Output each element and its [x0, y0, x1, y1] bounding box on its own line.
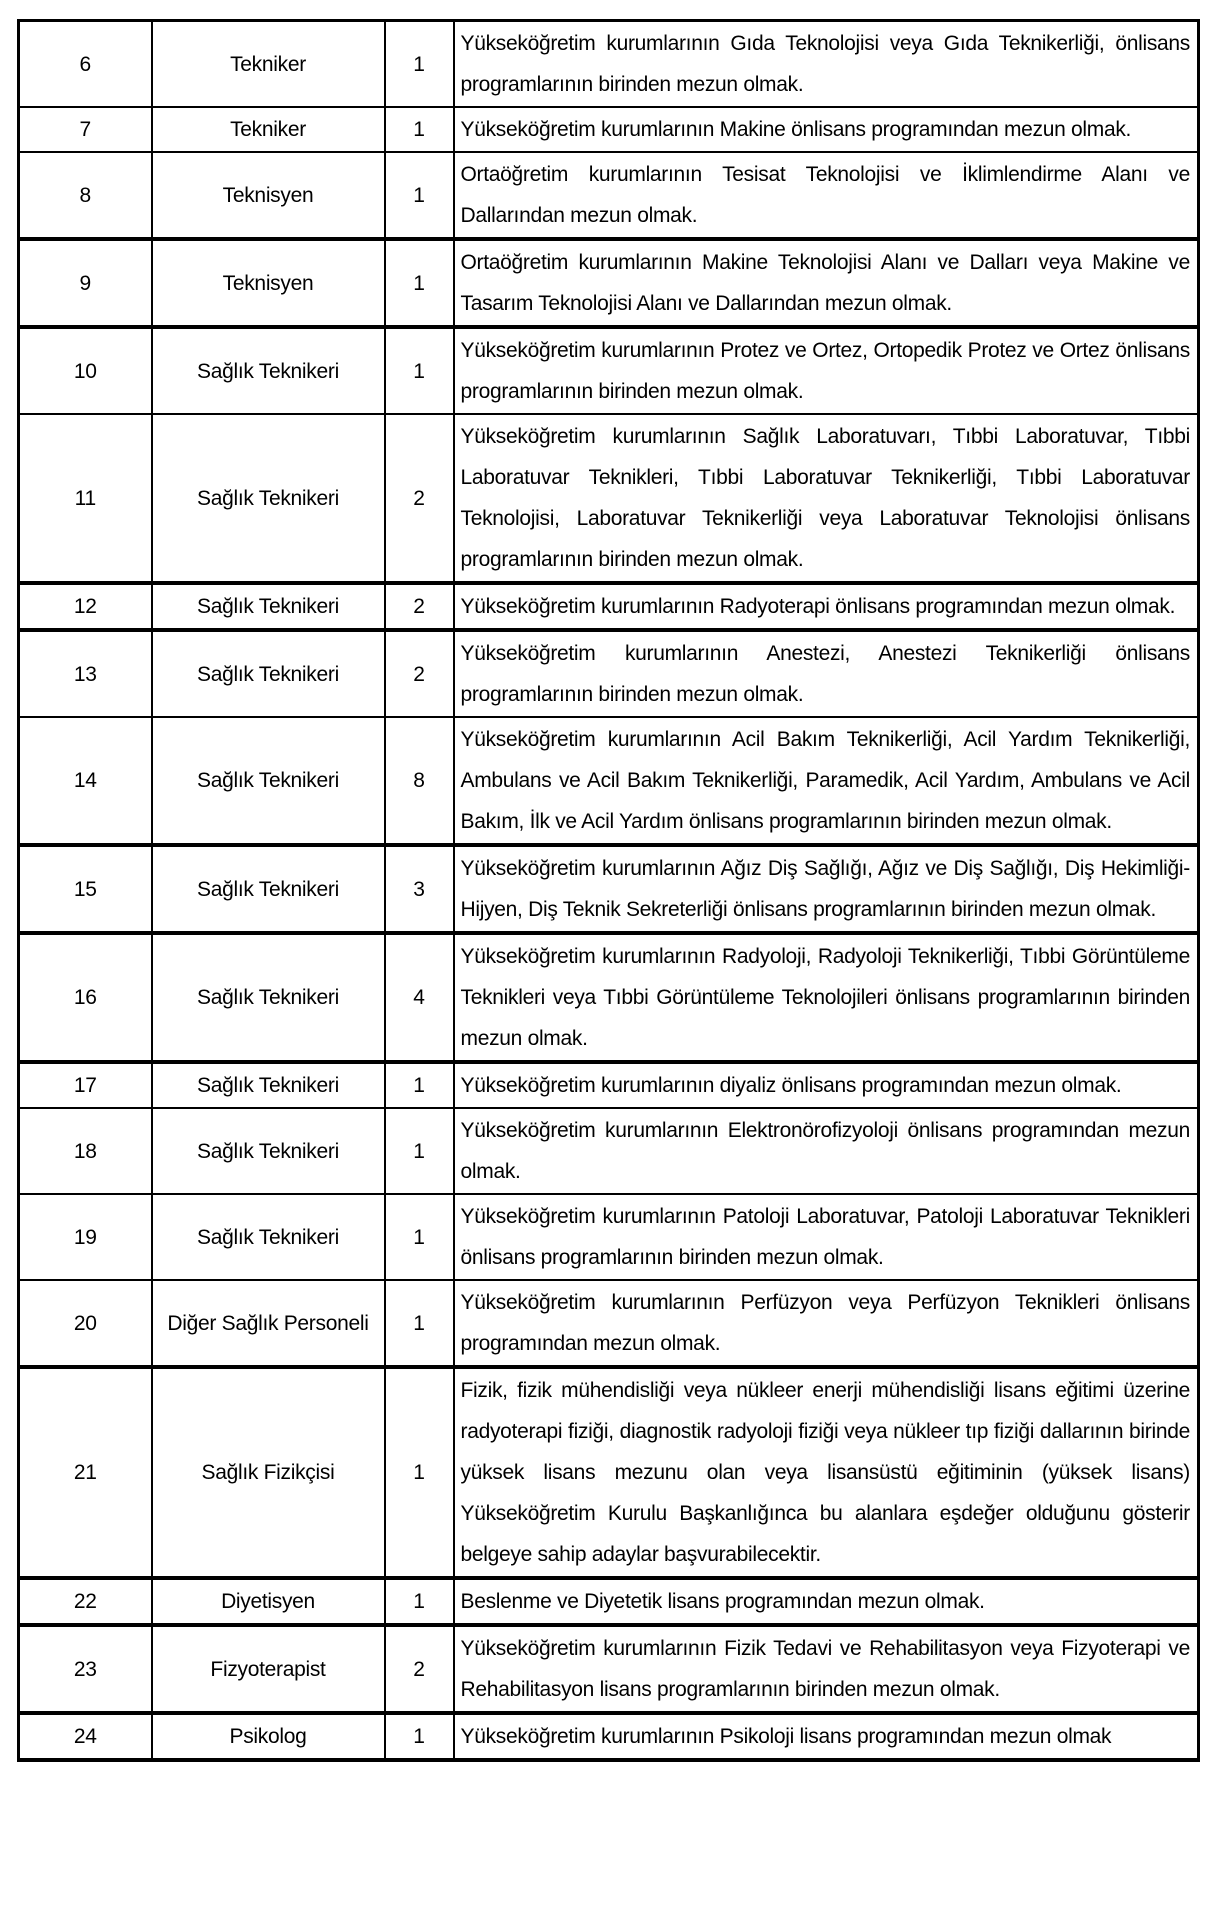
table-row	[19, 845, 1199, 933]
row-number-cell: 22	[19, 1578, 152, 1625]
table-row	[19, 1713, 1199, 1760]
row-number-cell: 17	[19, 1062, 152, 1108]
position-title-cell: Tekniker	[152, 107, 385, 152]
position-title-cell: Sağlık Teknikeri	[152, 717, 385, 845]
position-title-cell: Sağlık Teknikeri	[152, 1108, 385, 1194]
row-number-cell: 9	[19, 239, 152, 327]
table-row	[19, 1108, 1199, 1194]
position-count-cell: 1	[385, 239, 454, 327]
position-count-cell: 1	[385, 1194, 454, 1280]
row-number-cell: 16	[19, 933, 152, 1062]
row-number-cell: 7	[19, 107, 152, 152]
qualification-cell: Yükseköğretim kurumlarının Anestezi, Anestezi Teknikerliği önlisans programlarının birinden mezun olmak.	[454, 630, 1199, 717]
position-title-cell: Tekniker	[152, 21, 385, 108]
qualification-cell: Yükseköğretim kurumlarının Protez ve Ortez, Ortopedik Protez ve Ortez önlisans programlarının birinden mezun olmak.	[454, 327, 1199, 414]
table-row	[19, 21, 1199, 108]
qualification-cell: Beslenme ve Diyetetik lisans programından mezun olmak.	[454, 1578, 1199, 1625]
row-number-cell: 11	[19, 414, 152, 583]
row-number-cell: 20	[19, 1280, 152, 1367]
positions-table	[17, 19, 1200, 1762]
position-title-cell: Sağlık Teknikeri	[152, 1194, 385, 1280]
position-title-cell: Sağlık Fizikçisi	[152, 1367, 385, 1578]
row-number-cell: 24	[19, 1713, 152, 1760]
position-count-cell: 2	[385, 1625, 454, 1713]
position-title-cell: Sağlık Teknikeri	[152, 414, 385, 583]
row-number-cell: 14	[19, 717, 152, 845]
position-title-cell: Psikolog	[152, 1713, 385, 1760]
table-row	[19, 107, 1199, 152]
qualification-cell: Ortaöğretim kurumlarının Makine Teknolojisi Alanı ve Dalları veya Makine ve Tasarım Teknolojisi Alanı ve Dallarından mezun olmak.	[454, 239, 1199, 327]
position-count-cell: 1	[385, 1062, 454, 1108]
row-number-cell: 6	[19, 21, 152, 108]
table-row	[19, 933, 1199, 1062]
position-title-cell: Diğer Sağlık Personeli	[152, 1280, 385, 1367]
position-count-cell: 1	[385, 1367, 454, 1578]
table-row	[19, 1194, 1199, 1280]
position-title-cell: Fizyoterapist	[152, 1625, 385, 1713]
table-row	[19, 1578, 1199, 1625]
table-row	[19, 630, 1199, 717]
table-row	[19, 327, 1199, 414]
row-number-cell: 19	[19, 1194, 152, 1280]
position-title-cell: Sağlık Teknikeri	[152, 845, 385, 933]
position-title-cell: Sağlık Teknikeri	[152, 933, 385, 1062]
qualification-cell: Yükseköğretim kurumlarının Perfüzyon veya Perfüzyon Teknikleri önlisans programından mezun olmak.	[454, 1280, 1199, 1367]
qualification-cell: Yükseköğretim kurumlarının Radyoloji, Radyoloji Teknikerliği, Tıbbi Görüntüleme Teknikleri veya Tıbbi Görüntüleme Teknolojileri önlisans programlarının birinden mezun olmak.	[454, 933, 1199, 1062]
position-count-cell: 1	[385, 1280, 454, 1367]
row-number-cell: 23	[19, 1625, 152, 1713]
position-title-cell: Teknisyen	[152, 152, 385, 239]
row-number-cell: 8	[19, 152, 152, 239]
table-row	[19, 239, 1199, 327]
qualification-cell: Fizik, fizik mühendisliği veya nükleer enerji mühendisliği lisans eğitimi üzerine radyoterapi fiziği, diagnostik radyoloji fiziği veya nükleer tıp fiziği dallarının birinde yüksek lisans mezunu olan veya lisansüstü eğitiminin (yüksek lisans) Yükseköğretim Kurulu Başkanlığınca bu alanlara eşdeğer olduğunu gösterir belgeye sahip adaylar başvurabilecektir.	[454, 1367, 1199, 1578]
qualification-cell: Yükseköğretim kurumlarının Sağlık Laboratuvarı, Tıbbi Laboratuvar, Tıbbi Laboratuvar Teknikleri, Tıbbi Laboratuvar Teknikerliği, Tıbbi Laboratuvar Teknolojisi, Laboratuvar Teknikerliği veya Laboratuvar Teknolojisi önlisans programlarının birinden mezun olmak.	[454, 414, 1199, 583]
position-count-cell: 2	[385, 414, 454, 583]
qualification-cell: Yükseköğretim kurumlarının Gıda Teknolojisi veya Gıda Teknikerliği, önlisans programlarının birinden mezun olmak.	[454, 21, 1199, 108]
qualification-cell: Yükseköğretim kurumlarının Patoloji Laboratuvar, Patoloji Laboratuvar Teknikleri önlisans programlarının birinden mezun olmak.	[454, 1194, 1199, 1280]
row-number-cell: 10	[19, 327, 152, 414]
table-row	[19, 152, 1199, 239]
table-row	[19, 1625, 1199, 1713]
row-number-cell: 21	[19, 1367, 152, 1578]
position-count-cell: 1	[385, 327, 454, 414]
qualification-cell: Yükseköğretim kurumlarının Radyoterapi önlisans programından mezun olmak.	[454, 583, 1199, 630]
position-count-cell: 2	[385, 583, 454, 630]
position-title-cell: Teknisyen	[152, 239, 385, 327]
position-count-cell: 2	[385, 630, 454, 717]
position-title-cell: Diyetisyen	[152, 1578, 385, 1625]
position-title-cell: Sağlık Teknikeri	[152, 583, 385, 630]
qualification-cell: Yükseköğretim kurumlarının Ağız Diş Sağlığı, Ağız ve Diş Sağlığı, Diş Hekimliği-Hijyen, Diş Teknik Sekreterliği önlisans programlarının birinden mezun olmak.	[454, 845, 1199, 933]
row-number-cell: 18	[19, 1108, 152, 1194]
qualification-cell: Yükseköğretim kurumlarının diyaliz önlisans programından mezun olmak.	[454, 1062, 1199, 1108]
table-row	[19, 583, 1199, 630]
position-count-cell: 1	[385, 107, 454, 152]
position-count-cell: 8	[385, 717, 454, 845]
row-number-cell: 15	[19, 845, 152, 933]
position-count-cell: 4	[385, 933, 454, 1062]
row-number-cell: 12	[19, 583, 152, 630]
qualification-cell: Ortaöğretim kurumlarının Tesisat Teknolojisi ve İklimlendirme Alanı ve Dallarından mezun olmak.	[454, 152, 1199, 239]
position-count-cell: 1	[385, 1108, 454, 1194]
position-title-cell: Sağlık Teknikeri	[152, 630, 385, 717]
position-title-cell: Sağlık Teknikeri	[152, 327, 385, 414]
qualification-cell: Yükseköğretim kurumlarının Psikoloji lisans programından mezun olmak	[454, 1713, 1199, 1760]
position-count-cell: 1	[385, 21, 454, 108]
positions-table-body	[19, 21, 1199, 1761]
table-row	[19, 414, 1199, 583]
qualification-cell: Yükseköğretim kurumlarının Elektronörofizyoloji önlisans programından mezun olmak.	[454, 1108, 1199, 1194]
qualification-cell: Yükseköğretim kurumlarının Fizik Tedavi ve Rehabilitasyon veya Fizyoterapi ve Rehabilitasyon lisans programlarının birinden mezun olmak.	[454, 1625, 1199, 1713]
position-title-cell: Sağlık Teknikeri	[152, 1062, 385, 1108]
table-row	[19, 1062, 1199, 1108]
table-row	[19, 1280, 1199, 1367]
position-count-cell: 3	[385, 845, 454, 933]
table-row	[19, 1367, 1199, 1578]
qualification-cell: Yükseköğretim kurumlarının Makine önlisans programından mezun olmak.	[454, 107, 1199, 152]
row-number-cell: 13	[19, 630, 152, 717]
position-count-cell: 1	[385, 1578, 454, 1625]
position-count-cell: 1	[385, 1713, 454, 1760]
table-row	[19, 717, 1199, 845]
position-count-cell: 1	[385, 152, 454, 239]
qualification-cell: Yükseköğretim kurumlarının Acil Bakım Teknikerliği, Acil Yardım Teknikerliği, Ambulans ve Acil Bakım Teknikerliği, Paramedik, Acil Yardım, Ambulans ve Acil Bakım, İlk ve Acil Yardım önlisans programlarının birinden mezun olmak.	[454, 717, 1199, 845]
